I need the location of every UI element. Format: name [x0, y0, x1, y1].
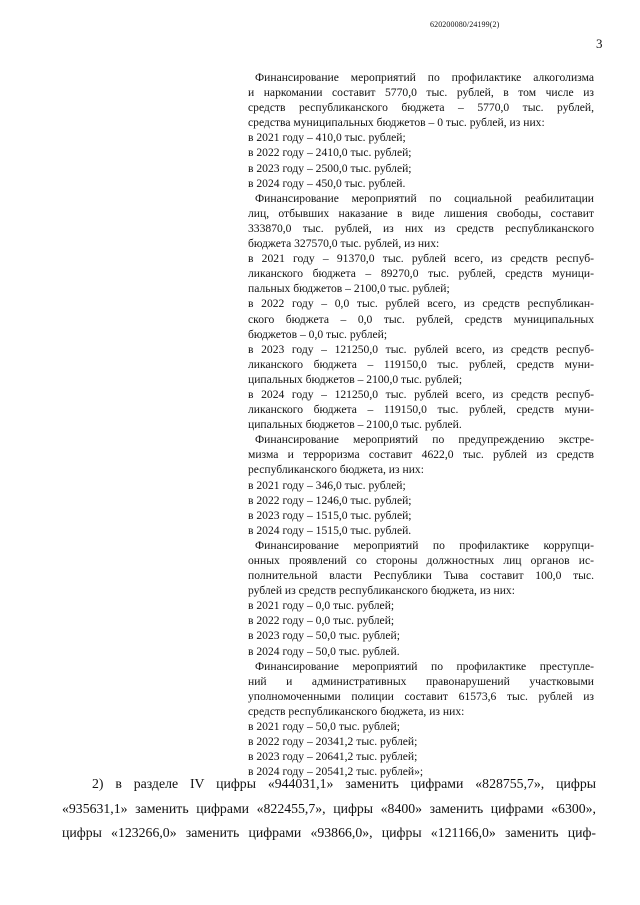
text-line: в 2021 году – 346,0 тыс. рублей; [248, 478, 406, 492]
text-line: в 2021 году – 410,0 тыс. рублей; [248, 131, 406, 145]
text-line: в 2024 году – 1515,0 тыс. рублей. [248, 523, 412, 537]
financing-text-block [248, 70, 594, 779]
text-line: в 2021 году – 0,0 тыс. рублей; [248, 599, 395, 613]
page-number: 3 [596, 36, 603, 51]
text-line: Финансирование мероприятий по профилактике коррупци- [255, 538, 594, 552]
text-line: в 2022 году – 0,0 тыс. рублей; [248, 614, 395, 628]
text-line: ского бюджета – 0,0 тыс. рублей, средств муниципальных [248, 312, 594, 326]
text-line: в 2024 году – 20541,2 тыс. рублей»; [248, 765, 424, 779]
text-line: в 2023 году – 1515,0 тыс. рублей; [248, 508, 412, 522]
text-line: в 2023 году – 121250,0 тыс. рублей всего, из средств респуб- [248, 342, 594, 356]
text-line: 333870,0 тыс. рублей, из них из средств республиканского [248, 221, 594, 235]
text-line: рублей из средств республиканского бюджета, из них: [248, 584, 515, 598]
amendment-paragraph [62, 772, 596, 846]
text-line: ний и административных правонарушений участковыми [248, 674, 594, 688]
text-line: бюджетов – 0,0 тыс. рублей; [248, 327, 388, 341]
text-line: в 2023 году – 20641,2 тыс. рублей; [248, 750, 418, 764]
text-line: мизма и терроризма составит 4622,0 тыс. рублей из средств [248, 448, 594, 462]
text-line: в 2022 году – 2410,0 тыс. рублей; [248, 146, 412, 160]
text-line: ликанского бюджета – 119150,0 тыс. рублей, средств муни- [248, 403, 594, 417]
text-line: в 2021 году – 91370,0 тыс. рублей всего, из средств респуб- [248, 252, 594, 266]
text-line: Финансирование мероприятий по профилактике алкоголизма [255, 71, 594, 84]
text-line: в 2023 году – 2500,0 тыс. рублей; [248, 161, 412, 175]
text-line: средств республиканского бюджета, из них: [248, 704, 465, 718]
document-code: 620200080/24199(2) [430, 20, 500, 29]
text-line: Финансирование мероприятий по профилактике преступле- [255, 659, 594, 673]
text-line: ликанского бюджета – 119150,0 тыс. рублей, средств муни- [248, 357, 594, 371]
amendment-line: цифры «123266,0» заменить цифрами «93866,0», цифры «121166,0» заменить циф- [62, 825, 596, 840]
text-line: республиканского бюджета, из них: [248, 463, 424, 477]
text-line: в 2023 году – 50,0 тыс. рублей; [248, 629, 400, 643]
amendment-line: «935631,1» заменить цифрами «822455,7», цифры «8400» заменить цифрами «6300», [62, 800, 596, 816]
text-line: пальных бюджетов – 2100,0 тыс. рублей; [248, 282, 450, 296]
text-line: в 2022 году – 0,0 тыс. рублей всего, из средств республикан- [248, 297, 594, 311]
text-line: в 2022 году – 1246,0 тыс. рублей; [248, 493, 412, 507]
text-line: в 2024 году – 121250,0 тыс. рублей всего, из средств респуб- [248, 387, 594, 401]
text-line: Финансирование мероприятий по предупреждению экстре- [255, 433, 594, 447]
text-line: ликанского бюджета – 89270,0 тыс. рублей, средств муници- [248, 267, 594, 281]
text-line: бюджета 327570,0 тыс. рублей, из них: [248, 237, 440, 251]
text-line: лиц, отбывших наказание в виде лишения свободы, составит [248, 206, 594, 220]
text-line: ципальных бюджетов – 2100,0 тыс. рублей; [248, 372, 463, 386]
amendment-line: 2) в разделе IV цифры «944031,1» заменить цифрами «828755,7», цифры [92, 776, 596, 791]
text-line: в 2021 году – 50,0 тыс. рублей; [248, 720, 400, 734]
text-line: Финансирование мероприятий по социальной реабилитации [255, 191, 594, 205]
text-line: средства муниципальных бюджетов – 0 тыс. рублей, из них: [248, 116, 545, 130]
text-line: онных проявлений со стороны должностных лиц органов ис- [248, 554, 594, 567]
text-line: в 2022 году – 20341,2 тыс. рублей; [248, 735, 418, 749]
text-line: в 2024 году – 450,0 тыс. рублей. [248, 176, 406, 190]
text-line: уполномоченными полиции составит 61573,6 тыс. рублей из [248, 689, 594, 703]
text-line: в 2024 году – 50,0 тыс. рублей. [248, 644, 400, 658]
text-line: ципальных бюджетов – 2100,0 тыс. рублей. [248, 418, 462, 432]
text-line: средств республиканского бюджета – 5770,0 тыс. рублей, [248, 101, 594, 115]
text-line: и наркомании составит 5770,0 тыс. рублей, в том числе из [248, 86, 594, 100]
text-line: полнительной власти Республики Тыва составит 100,0 тыс. [248, 569, 594, 583]
